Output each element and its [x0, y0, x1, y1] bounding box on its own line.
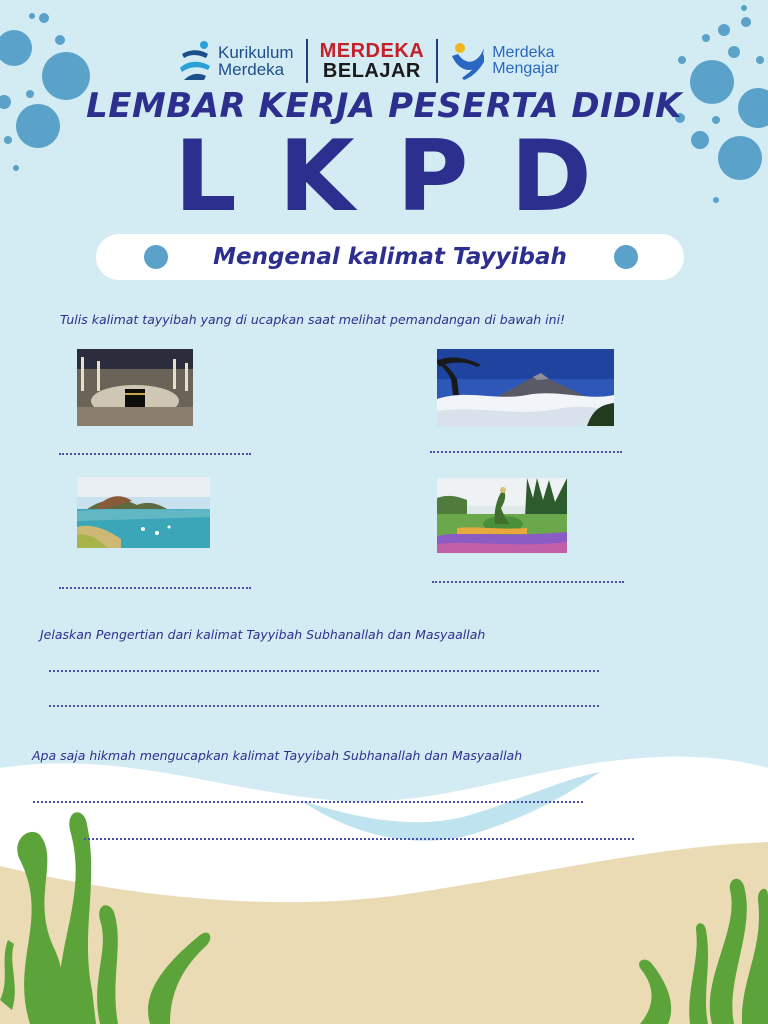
topic-banner: [96, 234, 684, 280]
merdeka-mengajar-text: [492, 45, 559, 77]
merdeka-mengajar-line-2: Mengajar: [492, 60, 559, 77]
kurikulum-merdeka-line-2: Merdeka: [218, 60, 285, 79]
merdeka-mengajar-line-1: Merdeka: [492, 44, 555, 61]
kurikulum-merdeka-icon: [178, 40, 212, 82]
page-title: LKPD: [174, 120, 634, 234]
kurikulum-merdeka-line-1: Kurikulum: [218, 43, 294, 62]
answer-line-photo-1[interactable]: [59, 453, 251, 455]
mountain-photo: [437, 349, 614, 426]
merdeka-belajar-line-2: BELAJAR: [322, 60, 421, 82]
kurikulum-merdeka-text: [218, 44, 294, 78]
answer-line-q2-1[interactable]: [49, 670, 599, 672]
kurikulum-merdeka-logo: [178, 40, 294, 82]
garden-photo: [437, 478, 567, 553]
page-subtitle: LEMBAR KERJA PESERTA DIDIK: [86, 86, 682, 126]
logo-divider: [436, 39, 438, 83]
answer-line-q2-2[interactable]: [49, 705, 599, 707]
merdeka-mengajar-logo: [450, 40, 559, 82]
answer-line-q3-1[interactable]: [33, 801, 583, 803]
answer-line-photo-3[interactable]: [59, 587, 251, 589]
logo-bar: [178, 36, 559, 86]
logo-divider: [306, 39, 308, 83]
kaaba-photo: [77, 349, 193, 426]
topic-title: Mengenal kalimat Tayyibah: [213, 244, 567, 270]
question-2: Jelaskan Pengertian dari kalimat Tayyibah Subhanallah dan Masyaallah: [40, 627, 486, 642]
beach-photo: [77, 477, 210, 548]
answer-line-photo-2[interactable]: [430, 451, 622, 453]
answer-line-photo-4[interactable]: [432, 581, 624, 583]
merdeka-mengajar-icon: [450, 40, 486, 82]
merdeka-belajar-logo: [320, 41, 425, 81]
merdeka-belajar-line-1: MERDEKA: [319, 40, 425, 62]
question-3: Apa saja hikmah mengucapkan kalimat Tayyibah Subhanallah dan Masyaallah: [32, 748, 523, 763]
answer-line-q3-2[interactable]: [84, 838, 634, 840]
question-1: Tulis kalimat tayyibah yang di ucapkan saat melihat pemandangan di bawah ini!: [60, 312, 566, 327]
